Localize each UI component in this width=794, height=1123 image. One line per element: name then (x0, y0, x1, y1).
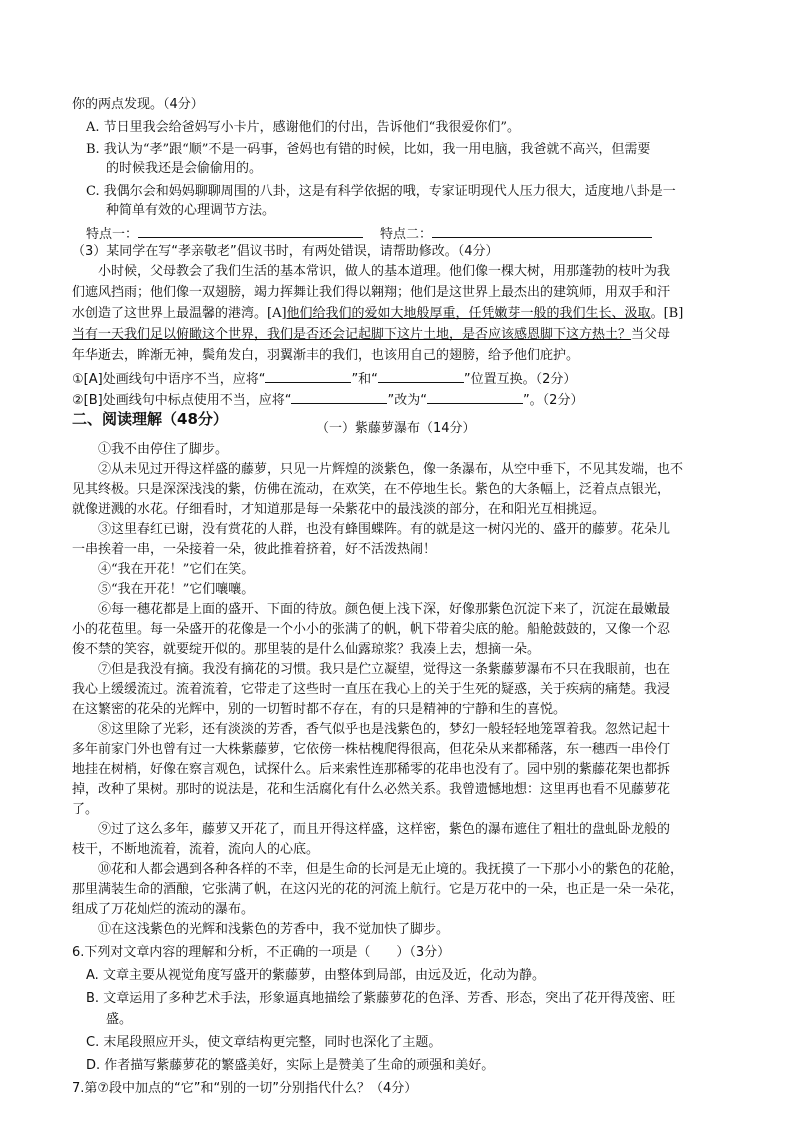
feature-one-label: 特点一： (86, 227, 139, 242)
option-b-cont: 的时候我还是会偷偷用的。 (106, 161, 263, 176)
article-line: 了。 (72, 802, 99, 817)
article-line: ⑩花和人都会遇到各种各样的不幸，但是生命的长河是无止境的。我抚摸了一下那小小的紫色的花舱， (98, 862, 684, 877)
underlined-sentence-b: 当有一天我们足以俯瞰这个世界，我们是否还会记起脚下这片土地，是否应该感恩脚下这方热土？ (72, 327, 632, 342)
article-line: 一串挨着一串，一朵接着一朵，彼此推着挤着，好不活泼热闹！ (72, 542, 437, 557)
option-label: D. (86, 1058, 101, 1073)
article-line: 就像迸溅的水花。仔细看时，才知道那是每一朵紫花中的最浅淡的部分，在和阳光互相挑逗。 (72, 502, 606, 517)
question-3-title: （3）某同学在写“孝亲敬老”倡议书时，有两处错误，请帮助修改。（4分） (72, 244, 499, 259)
passage-line: 们遮风挡雨；他们像一双翅膀，竭力挥舞让我们得以翱翔；他们是这世界上最杰出的建筑师，用双手和汗 (72, 285, 671, 300)
underlined-sentence-a: 他们给我们的爱如大地般厚重，任凭嫩芽一般的我们生长、汲取 (286, 306, 651, 321)
section-heading: 二、阅读理解（48分） (72, 410, 228, 428)
option-text: 我认为“孝”跟“顺”不是一码事，爸妈也有错的时候，比如，我一用电脑，我爸就不高兴，但需要 (103, 142, 651, 157)
option-text: 节日里我会给爸妈写小卡片，感谢他们的付出，告诉他们“我很爱你们”。 (103, 120, 520, 135)
article-line: 见其终极。只是深深浅浅的紫，仿佛在流动，在欢笑，在不停地生长。紫色的大条幅上，泛着点点银光， (72, 482, 671, 497)
option-a (86, 119, 520, 137)
article-line: 那里满装生命的酒酿，它张满了帆，在这闪光的花的河流上航行。它是万花中的一朵，也正是一朵一朵花， (72, 882, 684, 897)
article-line: ⑪在这浅紫色的光辉和浅紫色的芳香中，我不觉加快了脚步。 (98, 922, 450, 937)
article-title: （一）紫藤萝瀑布（14分） (316, 421, 476, 436)
q6-option-b (86, 990, 675, 1008)
answer-blank[interactable] (427, 389, 523, 404)
article-line: 地挂在树梢，好像在察言观色，试探什么。后来索性连那稀零的花串也没有了。园中别的紫藤花架也都拆 (72, 762, 671, 777)
fix-question-1 (72, 368, 576, 389)
article-line: ⑧这里除了光彩，还有淡淡的芳香，香气似乎也是浅紫色的，梦幻一般轻轻地笼罩着我。忽然记起十 (98, 722, 671, 737)
feature-one-blank[interactable] (138, 223, 363, 238)
article-line: ④“我在开花！”它们在笑。 (98, 562, 255, 577)
question-intro: 你的两点发现。（4分） (72, 97, 204, 112)
article-line: 我心上缓缓流过。流着流着，它带走了这些时一直压在我心上的关于生死的疑惑，关于疾病的痛楚。我浸 (72, 682, 671, 697)
q6-option-a (86, 967, 545, 985)
option-label: C. (86, 184, 100, 199)
passage-text: 水创造了这世界上最温馨的港湾。[A] (72, 306, 287, 321)
fix-text: ”位置互换。（2分） (463, 372, 577, 387)
answer-blank[interactable] (378, 368, 464, 383)
fix-question-2 (72, 389, 583, 410)
option-text: 末尾段照应开头，使文章结构更完整，同时也深化了主题。 (103, 1035, 442, 1050)
option-label: C. (86, 1035, 100, 1050)
option-label: A. (86, 968, 99, 983)
article-line: 枝干，不断地流着，流着，流向人的心底。 (72, 842, 320, 857)
article-line: ②从未见过开得这样盛的藤萝，只见一片辉煌的淡紫色，像一条瀑布，从空中垂下，不见其发端，也不 (98, 462, 684, 477)
passage-text: 。[B] (650, 306, 684, 321)
option-text: 我偶尔会和妈妈聊聊周围的八卦，这是有科学依据的哦，专家证明现代人压力很大，适度地八卦是一 (103, 184, 676, 199)
option-label: A. (86, 120, 100, 135)
article-line: ③这里春红已谢，没有赏花的人群，也没有蜂围蝶阵。有的就是这一树闪光的、盛开的藤萝。花朵儿 (98, 522, 671, 537)
fix-text: ”和“ (351, 372, 378, 387)
article-line: 掉，改种了果树。那时的说法是，花和生活腐化有什么必然关系。我曾遗憾地想：这里再也看不见藤萝花 (72, 782, 671, 797)
option-text: 文章运用了多种艺术手法，形象逼真地描绘了紫藤萝花的色泽、芳香、形态，突出了花开得茂密、旺 (103, 991, 676, 1006)
article-line: ⑤“我在开花！”它们嚷嚷。 (98, 582, 255, 597)
article-line: 在这繁密的花朵的光辉中，别的一切暂时都不存在，有的只是精神的宁静和生的喜悦。 (72, 702, 567, 717)
article-line: ⑦但是我没有摘。我没有摘花的习惯。我只是伫立凝望，觉得这一条紫藤萝瀑布不只在我眼前，也在 (98, 662, 671, 677)
article-line: ⑥每一穗花都是上面的盛开、下面的待放。颜色便上浅下深，好像那紫色沉淀下来了，沉淀在最嫩最 (98, 602, 671, 617)
question-7-stem: 7.第⑦段中加点的“它”和“别的一切”分别指代什么？（4分） (72, 1081, 418, 1096)
fix-text: ”。（2分） (522, 393, 584, 408)
answer-blank[interactable] (265, 368, 351, 383)
article-line: 小的花苞里。每一朵盛开的花像是一个小小的张满了的帆，帆下带着尖底的舱。船舱鼓鼓的，又像一个忍 (72, 622, 671, 637)
fix-text: ②[B]处画线句中标点使用不当，应将“ (72, 393, 292, 408)
q6-option-d (86, 1057, 494, 1075)
article-line: ①我不由停住了脚步。 (98, 442, 229, 457)
option-text: 文章主要从视觉角度写盛开的紫藤萝，由整体到局部，由远及近，化动为静。 (102, 968, 545, 983)
fix-text: ①[A]处画线句中语序不当，应将“ (72, 372, 266, 387)
article-line: 俊不禁的笑容，就要绽开似的。那里装的是什么仙露琼浆？我凑上去，想摘一朵。 (72, 642, 541, 657)
article-line: ⑨过了这么多年，藤萝又开花了，而且开得这样盛，这样密，紫色的瀑布遮住了粗壮的盘虬卧龙般的 (98, 822, 671, 837)
question-6-stem: 6.下列对文章内容的理解和分析，不正确的一项是（ ）（3分） (72, 945, 451, 960)
option-label: B. (86, 991, 100, 1006)
article-line: 多年前家门外也曾有过一大株紫藤萝，它依傍一株枯槐爬得很高，但花朵从来都稀落，东一穗西一串伶仃 (72, 742, 671, 757)
passage-line: 年华逝去，眸渐无神，鬓角发白，羽翼渐丰的我们，也该用自己的翅膀，给予他们庇护。 (72, 348, 580, 363)
q6-option-b-cont: 盛。 (106, 1012, 133, 1027)
article-line: 组成了万花灿烂的流动的瀑布。 (72, 902, 255, 917)
feature-two-label: 特点二： (380, 227, 433, 242)
fix-text: ”改为“ (387, 393, 427, 408)
passage-line (72, 305, 683, 323)
passage-line: 小时候，父母教会了我们生活的基本常识，做人的基本道理。他们像一棵大树，用那蓬勃的枝叶为我 (98, 264, 671, 279)
feature-two-blank[interactable] (432, 223, 652, 238)
option-c (86, 183, 676, 201)
option-b (86, 141, 650, 159)
answer-blank[interactable] (291, 389, 387, 404)
passage-text: 当父母 (631, 327, 671, 342)
feature-one (86, 223, 363, 244)
option-c-cont: 种简单有效的心理调节方法。 (106, 203, 276, 218)
feature-two (380, 223, 652, 244)
option-label: B. (86, 142, 100, 157)
option-text: 作者描写紫藤萝花的繁盛美好，实际上是赞美了生命的顽强和美好。 (104, 1058, 495, 1073)
passage-line (72, 326, 670, 344)
q6-option-c (86, 1034, 441, 1052)
